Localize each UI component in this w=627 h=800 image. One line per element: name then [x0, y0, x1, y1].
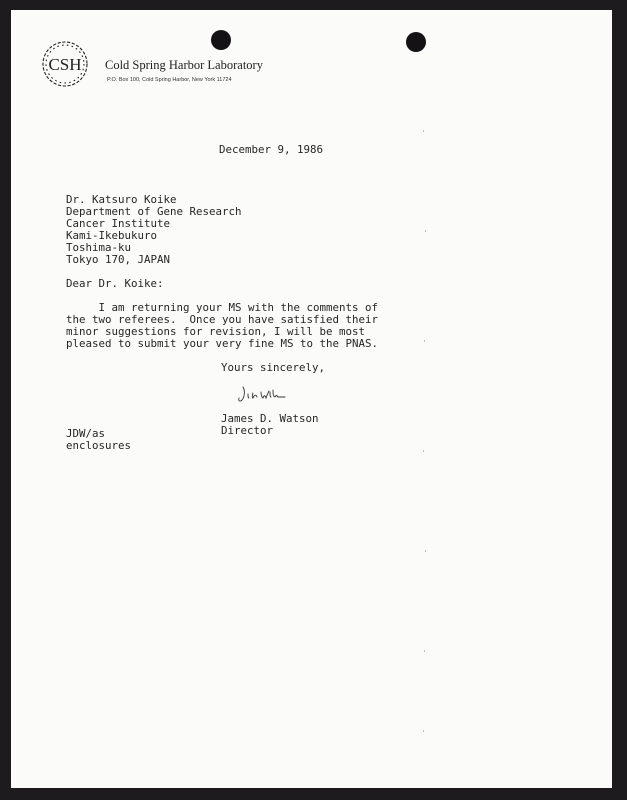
punch-hole-left	[211, 30, 231, 50]
paper-speck	[424, 340, 425, 342]
paper-speck	[425, 230, 426, 232]
csh-logo-icon	[39, 38, 91, 90]
paper-speck	[423, 130, 424, 132]
signer-title: Director	[221, 424, 274, 437]
body-line: pleased to submit your very fine MS to the PNAS.	[66, 337, 379, 350]
recipient-line: Department of Gene Research	[66, 205, 242, 218]
paper-speck	[423, 730, 424, 732]
letterhead-name: Cold Spring Harbor Laboratory	[105, 58, 263, 72]
letter-page	[11, 10, 612, 788]
letterhead-address: P.O. Box 100, Cold Spring Harbor, New York 11724	[107, 77, 232, 83]
paper-speck	[424, 650, 425, 652]
recipient-line: Tokyo 170, JAPAN	[66, 253, 171, 266]
letter-date: December 9, 1986	[219, 143, 324, 156]
recipient-line: Dr. Katsuro Koike	[66, 193, 177, 206]
recipient-line: Kami-Ikebukuro	[66, 229, 158, 242]
body-line: I am returning your MS with the comments of	[66, 301, 379, 314]
paper-speck	[425, 550, 426, 552]
signature-image	[235, 383, 287, 405]
body-line: the two referees. Once you have satisfied their	[66, 313, 379, 326]
signer-name: James D. Watson	[221, 412, 319, 425]
body-line: minor suggestions for revision, I will be most	[66, 325, 366, 338]
paper-speck	[423, 450, 424, 452]
punch-hole-right	[406, 32, 426, 52]
salutation: Dear Dr. Koike:	[66, 277, 164, 290]
recipient-line: Toshima-ku	[66, 241, 132, 254]
reference-initials: JDW/as	[66, 427, 106, 440]
recipient-line: Cancer Institute	[66, 217, 171, 230]
logo-text: CSH	[48, 55, 82, 74]
enclosure-note: enclosures	[66, 439, 132, 452]
closing: Yours sincerely,	[221, 361, 326, 374]
